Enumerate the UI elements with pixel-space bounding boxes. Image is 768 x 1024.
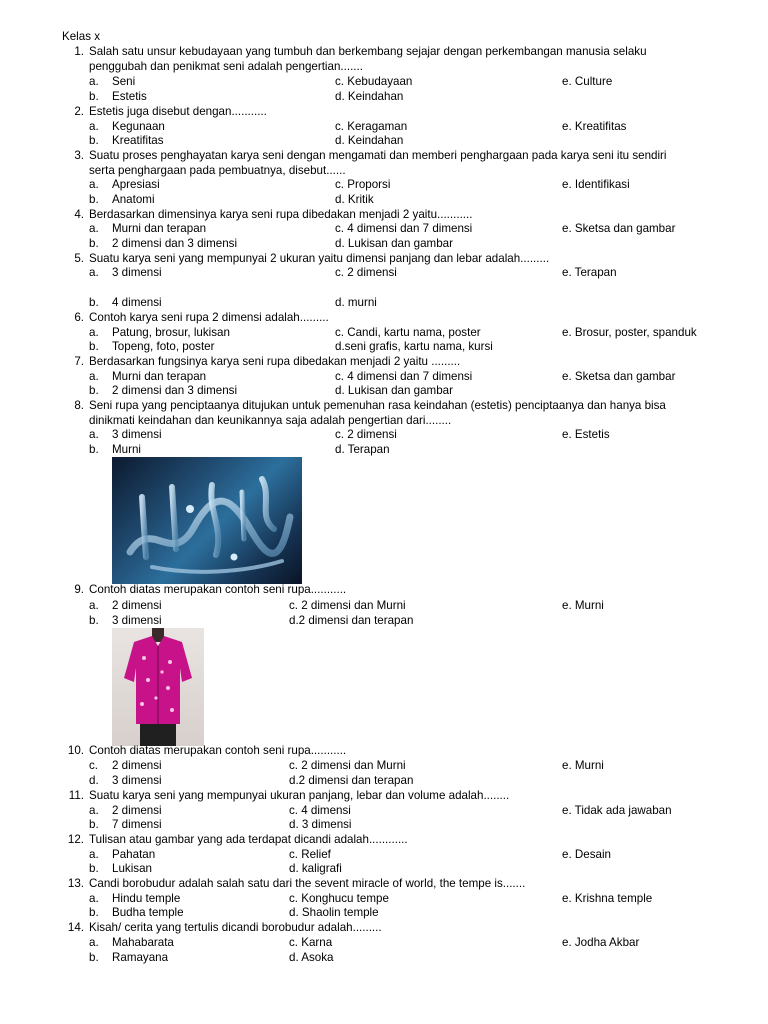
option-letter: d. — [89, 774, 99, 787]
option-text: d. kaligrafi — [289, 862, 342, 875]
question-text: Contoh diatas merupakan contoh seni rupa........... — [89, 744, 347, 757]
question-number: 5. — [74, 252, 84, 265]
option-text: Murni dan terapan — [112, 370, 207, 383]
option-letter: b. — [89, 296, 99, 309]
question-text: Salah satu unsur kebudayaan yang tumbuh dan berkembang sejajar dengan perkembangan manusia selaku — [89, 45, 647, 58]
question-text: Contoh karya seni rupa 2 dimensi adalah......... — [89, 311, 329, 324]
option-text: c. Konghucu tempe — [289, 892, 389, 905]
option-text: Kegunaan — [112, 120, 165, 133]
question-text: Kisah/ cerita yang tertulis dicandi borobudur adalah......... — [89, 921, 382, 934]
option-text: Patung, brosur, lukisan — [112, 326, 230, 339]
option-text: c. 4 dimensi dan 7 dimensi — [335, 370, 473, 383]
option-text: 3 dimensi — [112, 774, 162, 787]
option-text: e. Identifikasi — [562, 178, 630, 191]
option-text: d. 3 dimensi — [289, 818, 352, 831]
question-text: Contoh diatas merupakan contoh seni rupa........... — [89, 583, 347, 596]
option-text: 2 dimensi — [112, 804, 162, 817]
question-number: 8. — [74, 399, 84, 412]
option-text: d. Keindahan — [335, 134, 404, 147]
question-number: 3. — [74, 149, 84, 162]
question-text: Berdasarkan dimensinya karya seni rupa dibedakan menjadi 2 yaitu........... — [89, 208, 473, 221]
shirt-artwork — [112, 628, 204, 746]
option-letter: b. — [89, 193, 99, 206]
option-text: e. Terapan — [562, 266, 617, 279]
question-text: Suatu karya seni yang mempunyai ukuran panjang, lebar dan volume adalah........ — [89, 789, 510, 802]
question-text: Candi borobudur adalah salah satu dari the sevent miracle of world, the tempe is....... — [89, 877, 526, 890]
option-text: 3 dimensi — [112, 614, 162, 627]
option-text: e. Jodha Akbar — [562, 936, 640, 949]
option-text: 3 dimensi — [112, 266, 162, 279]
option-letter: a. — [89, 178, 99, 191]
option-letter: a. — [89, 428, 99, 441]
question-number: 10. — [67, 744, 84, 757]
question-text: penggubah dan penikmat seni adalah pengertian....... — [89, 60, 363, 73]
option-text: e. Krishna temple — [562, 892, 653, 905]
option-text: 2 dimensi dan 3 dimensi — [112, 237, 238, 250]
option-text: e. Murni — [562, 599, 604, 612]
option-text: d.seni grafis, kartu nama, kursi — [335, 340, 493, 353]
option-text: 2 dimensi dan 3 dimensi — [112, 384, 238, 397]
option-text: c. Relief — [289, 848, 331, 861]
question-text: Suatu karya seni yang mempunyai 2 ukuran yaitu dimensi panjang dan lebar adalah......... — [89, 252, 550, 265]
option-letter: a. — [89, 75, 99, 88]
calligraphy-artwork — [112, 457, 302, 584]
option-text: c. 2 dimensi — [335, 266, 397, 279]
question-text: Berdasarkan fungsinya karya seni rupa dibedakan menjadi 2 yaitu ......... — [89, 355, 461, 368]
option-text: d. Keindahan — [335, 90, 404, 103]
option-letter: a. — [89, 266, 99, 279]
option-text: e. Tidak ada jawaban — [562, 804, 672, 817]
option-letter: a. — [89, 599, 99, 612]
option-letter: b. — [89, 818, 99, 831]
question-text: dinikmati keindahan dan keunikannya saja adalah pengertian dari........ — [89, 414, 452, 427]
option-letter: b. — [89, 134, 99, 147]
question-number: 14. — [67, 921, 84, 934]
option-letter: b. — [89, 614, 99, 627]
option-letter: b. — [89, 237, 99, 250]
option-text: c. 2 dimensi dan Murni — [289, 599, 406, 612]
option-text: c. 4 dimensi — [289, 804, 351, 817]
option-text: Ramayana — [112, 951, 169, 964]
option-letter: b. — [89, 384, 99, 397]
calligraphy-image — [112, 457, 302, 584]
option-text: d.2 dimensi dan terapan — [289, 614, 414, 627]
option-letter: c. — [89, 759, 99, 772]
option-text: Seni — [112, 75, 136, 88]
question-text: Suatu proses penghayatan karya seni dengan mengamati dan memberi penghargaan pada karya seni itu sendiri — [89, 149, 667, 162]
option-text: e. Sketsa dan gambar — [562, 222, 676, 235]
question-text: Estetis juga disebut dengan........... — [89, 105, 267, 118]
option-text: Apresiasi — [112, 178, 160, 191]
option-text: d. Asoka — [289, 951, 334, 964]
option-letter: b. — [89, 906, 99, 919]
option-text: c. Candi, kartu nama, poster — [335, 326, 481, 339]
option-text: Estetis — [112, 90, 147, 103]
option-text: d.2 dimensi dan terapan — [289, 774, 414, 787]
option-text: 2 dimensi — [112, 599, 162, 612]
option-letter: a. — [89, 892, 99, 905]
option-text: d. Kritik — [335, 193, 374, 206]
question-text: Tulisan atau gambar yang ada terdapat dicandi adalah............ — [89, 833, 408, 846]
option-text: c. 4 dimensi dan 7 dimensi — [335, 222, 473, 235]
option-letter: b. — [89, 90, 99, 103]
question-number: 6. — [74, 311, 84, 324]
option-text: 2 dimensi — [112, 759, 162, 772]
option-text: Murni — [112, 443, 141, 456]
option-text: Pahatan — [112, 848, 156, 861]
option-text: 7 dimensi — [112, 818, 162, 831]
option-text: c. Keragaman — [335, 120, 408, 133]
question-number: 7. — [74, 355, 84, 368]
batik-shirt-image — [112, 628, 204, 746]
option-text: e. Culture — [562, 75, 613, 88]
question-text: Seni rupa yang penciptaanya ditujukan untuk pemenuhan rasa keindahan (estetis) penciptaanya dan hanya bisa — [89, 399, 666, 412]
option-text: Kreatifitas — [112, 134, 164, 147]
option-letter: a. — [89, 222, 99, 235]
question-number: 11. — [68, 789, 84, 802]
question-number: 2. — [74, 105, 84, 118]
option-text: e. Kreatifitas — [562, 120, 627, 133]
question-number: 4. — [74, 208, 84, 221]
question-number: 13. — [67, 877, 84, 890]
option-letter: b. — [89, 951, 99, 964]
option-text: Mahabarata — [112, 936, 174, 949]
option-letter: a. — [89, 326, 99, 339]
option-letter: b. — [89, 862, 99, 875]
option-text: Topeng, foto, poster — [112, 340, 215, 353]
option-letter: a. — [89, 120, 99, 133]
option-letter: b. — [89, 340, 99, 353]
option-text: Murni dan terapan — [112, 222, 207, 235]
option-text: 3 dimensi — [112, 428, 162, 441]
question-number: 9. — [74, 583, 84, 596]
option-text: Hindu temple — [112, 892, 181, 905]
option-letter: b. — [89, 443, 99, 456]
option-text: d. Terapan — [335, 443, 390, 456]
option-letter: a. — [89, 936, 99, 949]
option-letter: a. — [89, 804, 99, 817]
class-header: Kelas x — [62, 30, 101, 43]
option-text: c. 2 dimensi dan Murni — [289, 759, 406, 772]
option-text: c. 2 dimensi — [335, 428, 397, 441]
option-text: Anatomi — [112, 193, 155, 206]
question-text: serta penghargaan pada pembuatnya, disebut...... — [89, 164, 346, 177]
option-text: e. Sketsa dan gambar — [562, 370, 676, 383]
option-text: e. Desain — [562, 848, 611, 861]
option-letter: a. — [89, 848, 99, 861]
option-text: 4 dimensi — [112, 296, 162, 309]
option-text: d. murni — [335, 296, 377, 309]
option-text: c. Kebudayaan — [335, 75, 413, 88]
option-text: e. Brosur, poster, spanduk — [562, 326, 697, 339]
option-text: c. Karna — [289, 936, 333, 949]
option-text: e. Murni — [562, 759, 604, 772]
option-text: d. Shaolin temple — [289, 906, 379, 919]
option-letter: a. — [89, 370, 99, 383]
option-text: d. Lukisan dan gambar — [335, 237, 453, 250]
question-number: 1. — [74, 45, 84, 58]
option-text: Lukisan — [112, 862, 152, 875]
option-text: e. Estetis — [562, 428, 610, 441]
option-text: d. Lukisan dan gambar — [335, 384, 453, 397]
question-number: 12. — [67, 833, 84, 846]
option-text: Budha temple — [112, 906, 184, 919]
option-text: c. Proporsi — [335, 178, 391, 191]
